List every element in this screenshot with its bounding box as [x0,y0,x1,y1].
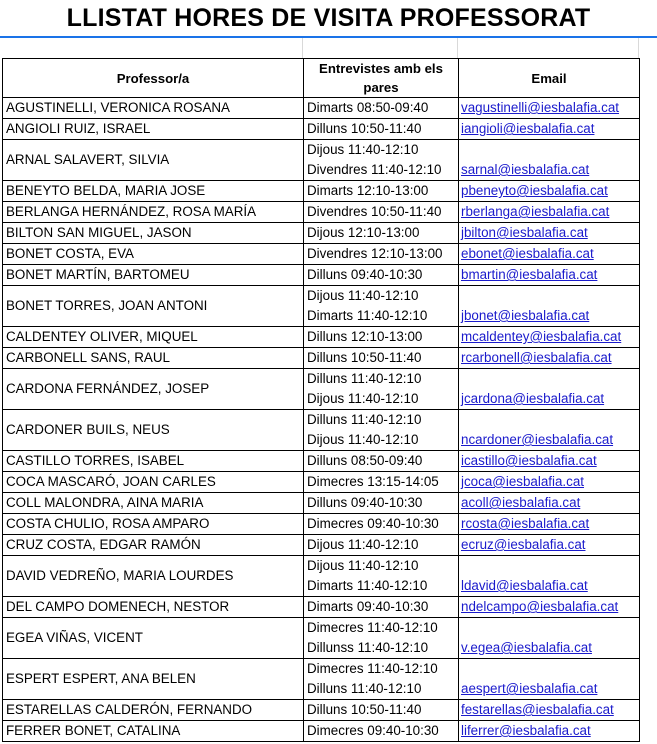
visit-slot: Dilluns 09:40-10:30 [307,267,423,282]
grid-line [457,38,458,58]
visit-hours-cell [304,286,459,327]
visit-hours-cell [304,514,459,535]
email-link[interactable]: v.egea@iesbalafia.cat [459,618,640,659]
visit-slot: Dijous 11:40-12:10 [307,288,419,303]
email-link[interactable]: aespert@iesbalafia.cat [459,659,640,700]
header-teacher: Professor/a [3,59,304,98]
email-link[interactable]: liferrer@iesbalafia.cat [459,721,640,742]
grid-line [638,38,639,58]
email-link[interactable]: acoll@iesbalafia.cat [459,493,640,514]
email-link[interactable]: icastillo@iesbalafia.cat [459,451,640,472]
teacher-name-cell: ESPERT ESPERT, ANA BELEN [3,659,304,700]
email-link[interactable]: ncardoner@iesbalafia.cat [459,410,640,451]
table-row [3,597,640,618]
teacher-name-cell: CARDONA FERNÁNDEZ, JOSEP [3,369,304,410]
teacher-name-cell: ARNAL SALAVERT, SILVIA [3,140,304,181]
table-row [3,659,640,700]
visit-hours-cell [304,659,459,700]
visit-hours-cell [304,202,459,223]
table-row [3,556,640,597]
visit-slot: Dijous 11:40-12:10 [307,432,419,447]
email-link[interactable]: ldavid@iesbalafia.cat [459,556,640,597]
visit-slot: Dimecres 11:40-12:10 [307,620,438,635]
email-link[interactable]: ndelcampo@iesbalafia.cat [459,597,640,618]
visit-hours-cell [304,244,459,265]
teacher-name-cell: CRUZ COSTA, EDGAR RAMÓN [3,535,304,556]
table-row [3,472,640,493]
table-row [3,265,640,286]
teacher-name-cell: BONET TORRES, JOAN ANTONI [3,286,304,327]
visit-slot: Dijous 11:40-12:10 [307,142,419,157]
table-row [3,181,640,202]
teacher-name-cell: ESTARELLAS CALDERÓN, FERNANDO [3,700,304,721]
email-link[interactable]: ebonet@iesbalafia.cat [459,244,640,265]
table-row [3,369,640,410]
visit-hours-cell [304,472,459,493]
teacher-name-cell: COCA MASCARÓ, JOAN CARLES [3,472,304,493]
email-link[interactable]: jbilton@iesbalafia.cat [459,223,640,244]
visit-hours-cell [304,327,459,348]
table-header-row [3,59,640,98]
table-row [3,721,640,742]
visit-slot: Dijous 11:40-12:10 [307,537,419,552]
header-email: Email [459,59,640,98]
visit-slot: Dilluns 10:50-11:40 [307,121,422,136]
visit-slot: Dilluns 12:10-13:00 [307,329,423,344]
visit-slot: Divendres 12:10-13:00 [307,246,443,261]
table-body [3,98,640,742]
email-link[interactable]: bmartin@iesbalafia.cat [459,265,640,286]
table-row [3,451,640,472]
visit-hours-cell [304,535,459,556]
visit-hours-cell [304,493,459,514]
table-row [3,244,640,265]
visit-hours-cell [304,451,459,472]
teacher-name-cell: CASTILLO TORRES, ISABEL [3,451,304,472]
header-visits: Entrevistes amb els pares [304,59,459,98]
visit-hours-cell [304,265,459,286]
table-row [3,327,640,348]
teacher-name-cell: COLL MALONDRA, AINA MARIA [3,493,304,514]
visit-slot: Dimarts 12:10-13:00 [307,183,429,198]
table-row [3,535,640,556]
teacher-name-cell: CARDONER BUILS, NEUS [3,410,304,451]
table-row [3,98,640,119]
visit-slot: Dimarts 08:50-09:40 [307,100,429,115]
visit-slot: Dillunss 11:40-12:10 [307,640,429,655]
table-row [3,223,640,244]
visit-hours-cell [304,119,459,140]
visit-hours-cell [304,700,459,721]
visit-slot: Dilluns 10:50-11:40 [307,702,422,717]
teacher-name-cell: COSTA CHULIO, ROSA AMPARO [3,514,304,535]
teacher-name-cell: BONET MARTÍN, BARTOMEU [3,265,304,286]
email-link[interactable]: rberlanga@iesbalafia.cat [459,202,640,223]
visit-hours-cell [304,618,459,659]
page-title: LLISTAT HORES DE VISITA PROFESSORAT [0,0,657,38]
visit-slot: Dimarts 09:40-10:30 [307,599,429,614]
teacher-name-cell: BENEYTO BELDA, MARIA JOSE [3,181,304,202]
visit-slot: Dimecres 11:40-12:10 [307,661,438,676]
visit-hours-cell [304,556,459,597]
teacher-name-cell: BERLANGA HERNÁNDEZ, ROSA MARÍA [3,202,304,223]
email-link[interactable]: iangioli@iesbalafia.cat [459,119,640,140]
teacher-name-cell: CALDENTEY OLIVER, MIQUEL [3,327,304,348]
email-link[interactable]: sarnal@iesbalafia.cat [459,140,640,181]
visit-hours-cell [304,181,459,202]
visit-slot: Dimecres 13:15-14:05 [307,474,439,489]
email-link[interactable]: jbonet@iesbalafia.cat [459,286,640,327]
visit-slot: Dijous 12:10-13:00 [307,225,420,240]
email-link[interactable]: ecruz@iesbalafia.cat [459,535,640,556]
visit-slot: Dilluns 09:40-10:30 [307,495,423,510]
email-link[interactable]: festarellas@iesbalafia.cat [459,700,640,721]
table-row [3,700,640,721]
visit-hours-cell [304,721,459,742]
teacher-name-cell: AGUSTINELLI, VERONICA ROSANA [3,98,304,119]
email-link[interactable]: pbeneyto@iesbalafia.cat [459,181,640,202]
visit-slot: Dilluns 10:50-11:40 [307,350,422,365]
visit-slot: Dimarts 11:40-12:10 [307,578,428,593]
table-row [3,493,640,514]
email-link[interactable]: jcardona@iesbalafia.cat [459,369,640,410]
visit-slot: Dilluns 11:40-12:10 [307,681,422,696]
teacher-name-cell: BONET COSTA, EVA [3,244,304,265]
teacher-name-cell: FERRER BONET, CATALINA [3,721,304,742]
visit-hours-cell [304,98,459,119]
grid-line [302,38,303,58]
visit-hours-cell [304,348,459,369]
visit-hours-cell [304,140,459,181]
table-row [3,514,640,535]
email-link[interactable]: rcarbonell@iesbalafia.cat [459,348,640,369]
teacher-name-cell: BILTON SAN MIGUEL, JASON [3,223,304,244]
table-row [3,119,640,140]
visit-hours-cell [304,410,459,451]
visit-slot: Dilluns 11:40-12:10 [307,371,422,386]
visit-hours-cell [304,597,459,618]
visit-slot: Dilluns 11:40-12:10 [307,412,422,427]
table-row [3,140,640,181]
teacher-name-cell: ANGIOLI RUIZ, ISRAEL [3,119,304,140]
teacher-name-cell: CARBONELL SANS, RAUL [3,348,304,369]
visit-slot: Divendres 10:50-11:40 [307,204,442,219]
email-link[interactable]: mcaldentey@iesbalafia.cat [459,327,640,348]
visit-hours-cell [304,223,459,244]
table-row [3,348,640,369]
visit-slot: Dijous 11:40-12:10 [307,391,419,406]
visit-slot: Divendres 11:40-12:10 [307,162,442,177]
visit-slot: Dimarts 11:40-12:10 [307,308,428,323]
visit-slot: Dijous 11:40-12:10 [307,558,419,573]
table-row [3,286,640,327]
email-link[interactable]: rcosta@iesbalafia.cat [459,514,640,535]
visit-hours-cell [304,369,459,410]
table-row [3,202,640,223]
table-row [3,618,640,659]
table-row [3,410,640,451]
teacher-name-cell: EGEA VIÑAS, VICENT [3,618,304,659]
visiting-hours-table [2,58,640,742]
teacher-name-cell: DAVID VEDREÑO, MARIA LOURDES [3,556,304,597]
visit-slot: Dimecres 09:40-10:30 [307,516,439,531]
teacher-name-cell: DEL CAMPO DOMENECH, NESTOR [3,597,304,618]
visit-slot: Dimecres 09:40-10:30 [307,723,439,738]
email-link[interactable]: jcoca@iesbalafia.cat [459,472,640,493]
visit-slot: Dilluns 08:50-09:40 [307,453,423,468]
email-link[interactable]: vagustinelli@iesbalafia.cat [459,98,640,119]
spacer-row [0,38,657,58]
